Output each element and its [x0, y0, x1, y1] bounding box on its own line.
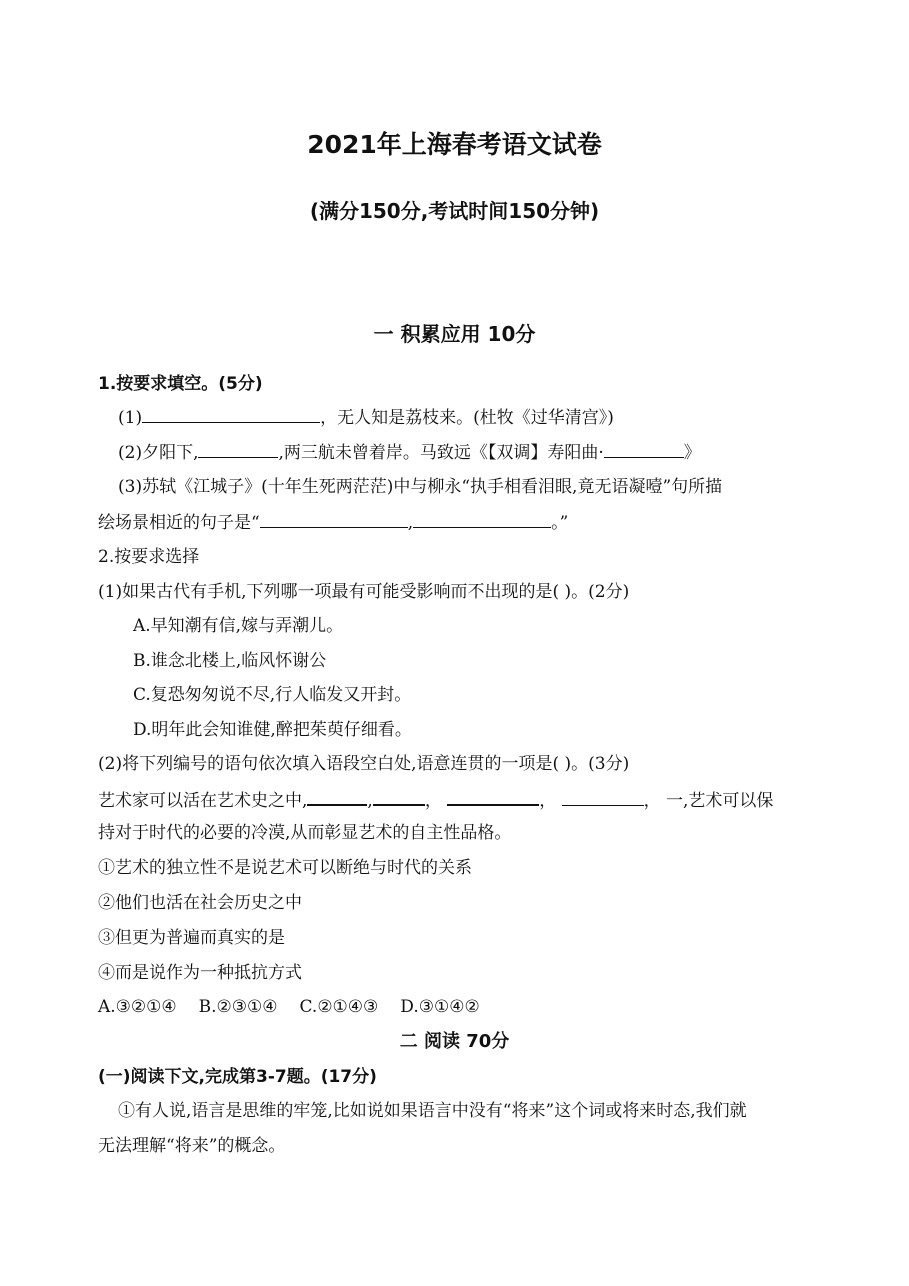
item-1-prefix: (1) [118, 408, 143, 428]
question-1-item-2 [118, 441, 701, 464]
passage-prefix: 艺术家可以活在艺术史之中, [98, 791, 308, 811]
item-2-prefix: (2)夕阳下, [118, 443, 199, 463]
option-2-a[interactable]: A.③②①④ [98, 997, 177, 1017]
section-heading-reading: 二 阅读 70分 [399, 1031, 510, 1052]
passage-separator: ， [539, 791, 557, 811]
answer-blank[interactable] [413, 511, 551, 528]
item-1-suffix: ，无人知是荔枝来。(杜牧《过华清宫》) [320, 408, 614, 428]
question-2-sub-1: (1)如果古代有手机,下列哪一项最有可能受影响而不出现的是( )。(2分) [98, 582, 630, 602]
option-c[interactable]: C.复恐匆匆说不尽,行人临发又开封。 [133, 685, 412, 705]
passage-blank[interactable] [562, 789, 644, 806]
statement-1: ①艺术的独立性不是说艺术可以断绝与时代的关系 [98, 858, 472, 878]
options-row [98, 996, 480, 1018]
passage-separator: , [367, 791, 373, 811]
option-d[interactable]: D.明年此会知谁健,醉把茱萸仔细看。 [133, 720, 412, 740]
passage-blank[interactable] [307, 788, 367, 806]
exam-subtitle: (满分150分,考试时间150分钟) [309, 199, 600, 223]
item-2-suffix: 》 [683, 443, 701, 463]
item-3-mid: , [407, 513, 414, 533]
passage-tail: 一,艺术可以保 [666, 791, 774, 811]
statement-4: ④而是说作为一种抵抗方式 [98, 963, 302, 983]
passage-line-1 [98, 788, 773, 812]
item-3-prefix: 绘场景相近的句子是“ [98, 513, 260, 533]
answer-blank[interactable] [260, 511, 408, 528]
answer-blank[interactable] [604, 441, 684, 458]
question-1-item-3-line-1: (3)苏轼《江城子》(十年生死两茫茫)中与柳永“执手相看泪眼,竟无语凝噎”句所描 [118, 477, 723, 497]
question-1-item-3-line-2 [98, 511, 568, 534]
option-2-b[interactable]: B.②③①④ [198, 997, 278, 1017]
item-3-suffix: 。” [551, 513, 569, 533]
passage-separator: ， [643, 791, 661, 811]
answer-blank[interactable] [198, 441, 278, 458]
passage-separator: ， [424, 791, 442, 811]
passage-blank[interactable] [447, 788, 539, 806]
passage-blank[interactable] [373, 788, 425, 806]
option-a[interactable]: A.早知潮有信,嫁与弄潮儿。 [133, 616, 344, 636]
question-1-item-1 [118, 406, 614, 429]
option-b[interactable]: B.谁念北楼上,临风怀谢公 [133, 651, 327, 671]
paragraph-1-line-2: 无法理解“将来”的概念。 [98, 1136, 286, 1156]
question-2-sub-2: (2)将下列编号的语句依次填入语段空白处,语意连贯的一项是( )。(3分) [98, 754, 630, 774]
passage-line-2: 持对于时代的必要的冷漠,从而彰显艺术的自主性品格。 [98, 823, 512, 843]
option-2-d[interactable]: D.③①④② [400, 997, 480, 1017]
option-2-c[interactable]: C.②①④③ [299, 997, 379, 1017]
question-2-prompt: 2.按要求选择 [98, 547, 200, 567]
statement-3: ③但更为普遍而真实的是 [98, 928, 285, 948]
question-1-prompt: 1.按要求填空。(5分) [98, 374, 263, 394]
statement-2: ②他们也活在社会历史之中 [98, 893, 302, 913]
item-2-mid: ,两三航未曾着岸。马致远《【双调】寿阳曲· [278, 443, 604, 463]
section-heading-accumulation: 一 积累应用 10分 [373, 322, 536, 346]
exam-title: 2021年上海春考语文试卷 [307, 130, 602, 159]
reading-part-1-prompt: (一)阅读下文,完成第3-7题。(17分) [98, 1067, 377, 1087]
paragraph-1-line-1: ①有人说,语言是思维的牢笼,比如说如果语言中没有“将来”这个词或将来时态,我们就 [118, 1101, 747, 1121]
answer-blank[interactable] [142, 406, 320, 423]
